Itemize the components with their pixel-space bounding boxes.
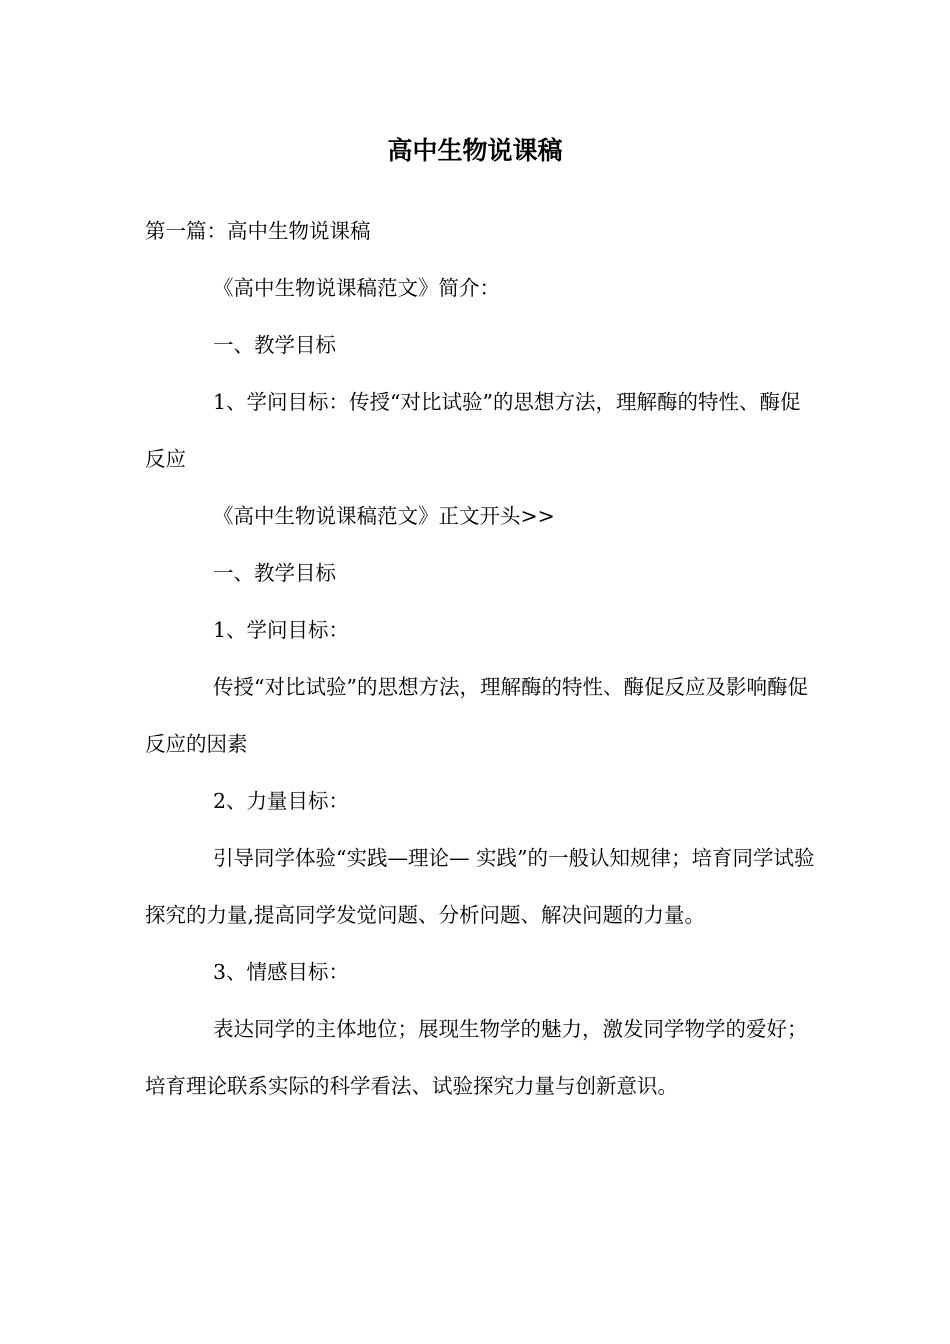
- paragraph-part-heading: 第一篇：高中生物说课稿: [145, 219, 371, 243]
- paragraph-knowledge-goal-summary: 1、学问目标：传授“对比试验”的思想方法，理解酶的特性、酶促反应: [145, 390, 801, 471]
- paragraph-emotion-goal-heading: 3、情感目标：: [213, 960, 350, 984]
- paragraph-intro: 《高中生物说课稿范文》简介：: [213, 276, 500, 300]
- paragraph-knowledge-goal-heading: 1、学问目标：: [213, 618, 350, 642]
- paragraph-knowledge-goal-detail: 传授“对比试验”的思想方法，理解酶的特性、酶促反应及影响酶促反应的因素: [145, 675, 808, 756]
- paragraph-section-heading-repeat: 一、教学目标: [213, 561, 336, 585]
- document-body: [145, 203, 815, 1115]
- document-title: 高中生物说课稿: [387, 136, 563, 165]
- paragraph-ability-goal-heading: 2、力量目标：: [213, 789, 350, 813]
- paragraph-ability-goal-detail: 引导同学体验“实践—理论— 实践”的一般认知规律；培育同学试验探究的力量,提高同学发觉问题、分析问题、解决问题的力量。: [145, 846, 815, 927]
- paragraph-main-text-start: 《高中生物说课稿范文》正文开头>>: [213, 504, 555, 528]
- paragraph-emotion-goal-detail: 表达同学的主体地位；展现生物学的魅力，激发同学物学的爱好；培育理论联系实际的科学看法、试验探究力量与创新意识。: [145, 1017, 808, 1098]
- paragraph-section-heading: 一、教学目标: [213, 333, 336, 357]
